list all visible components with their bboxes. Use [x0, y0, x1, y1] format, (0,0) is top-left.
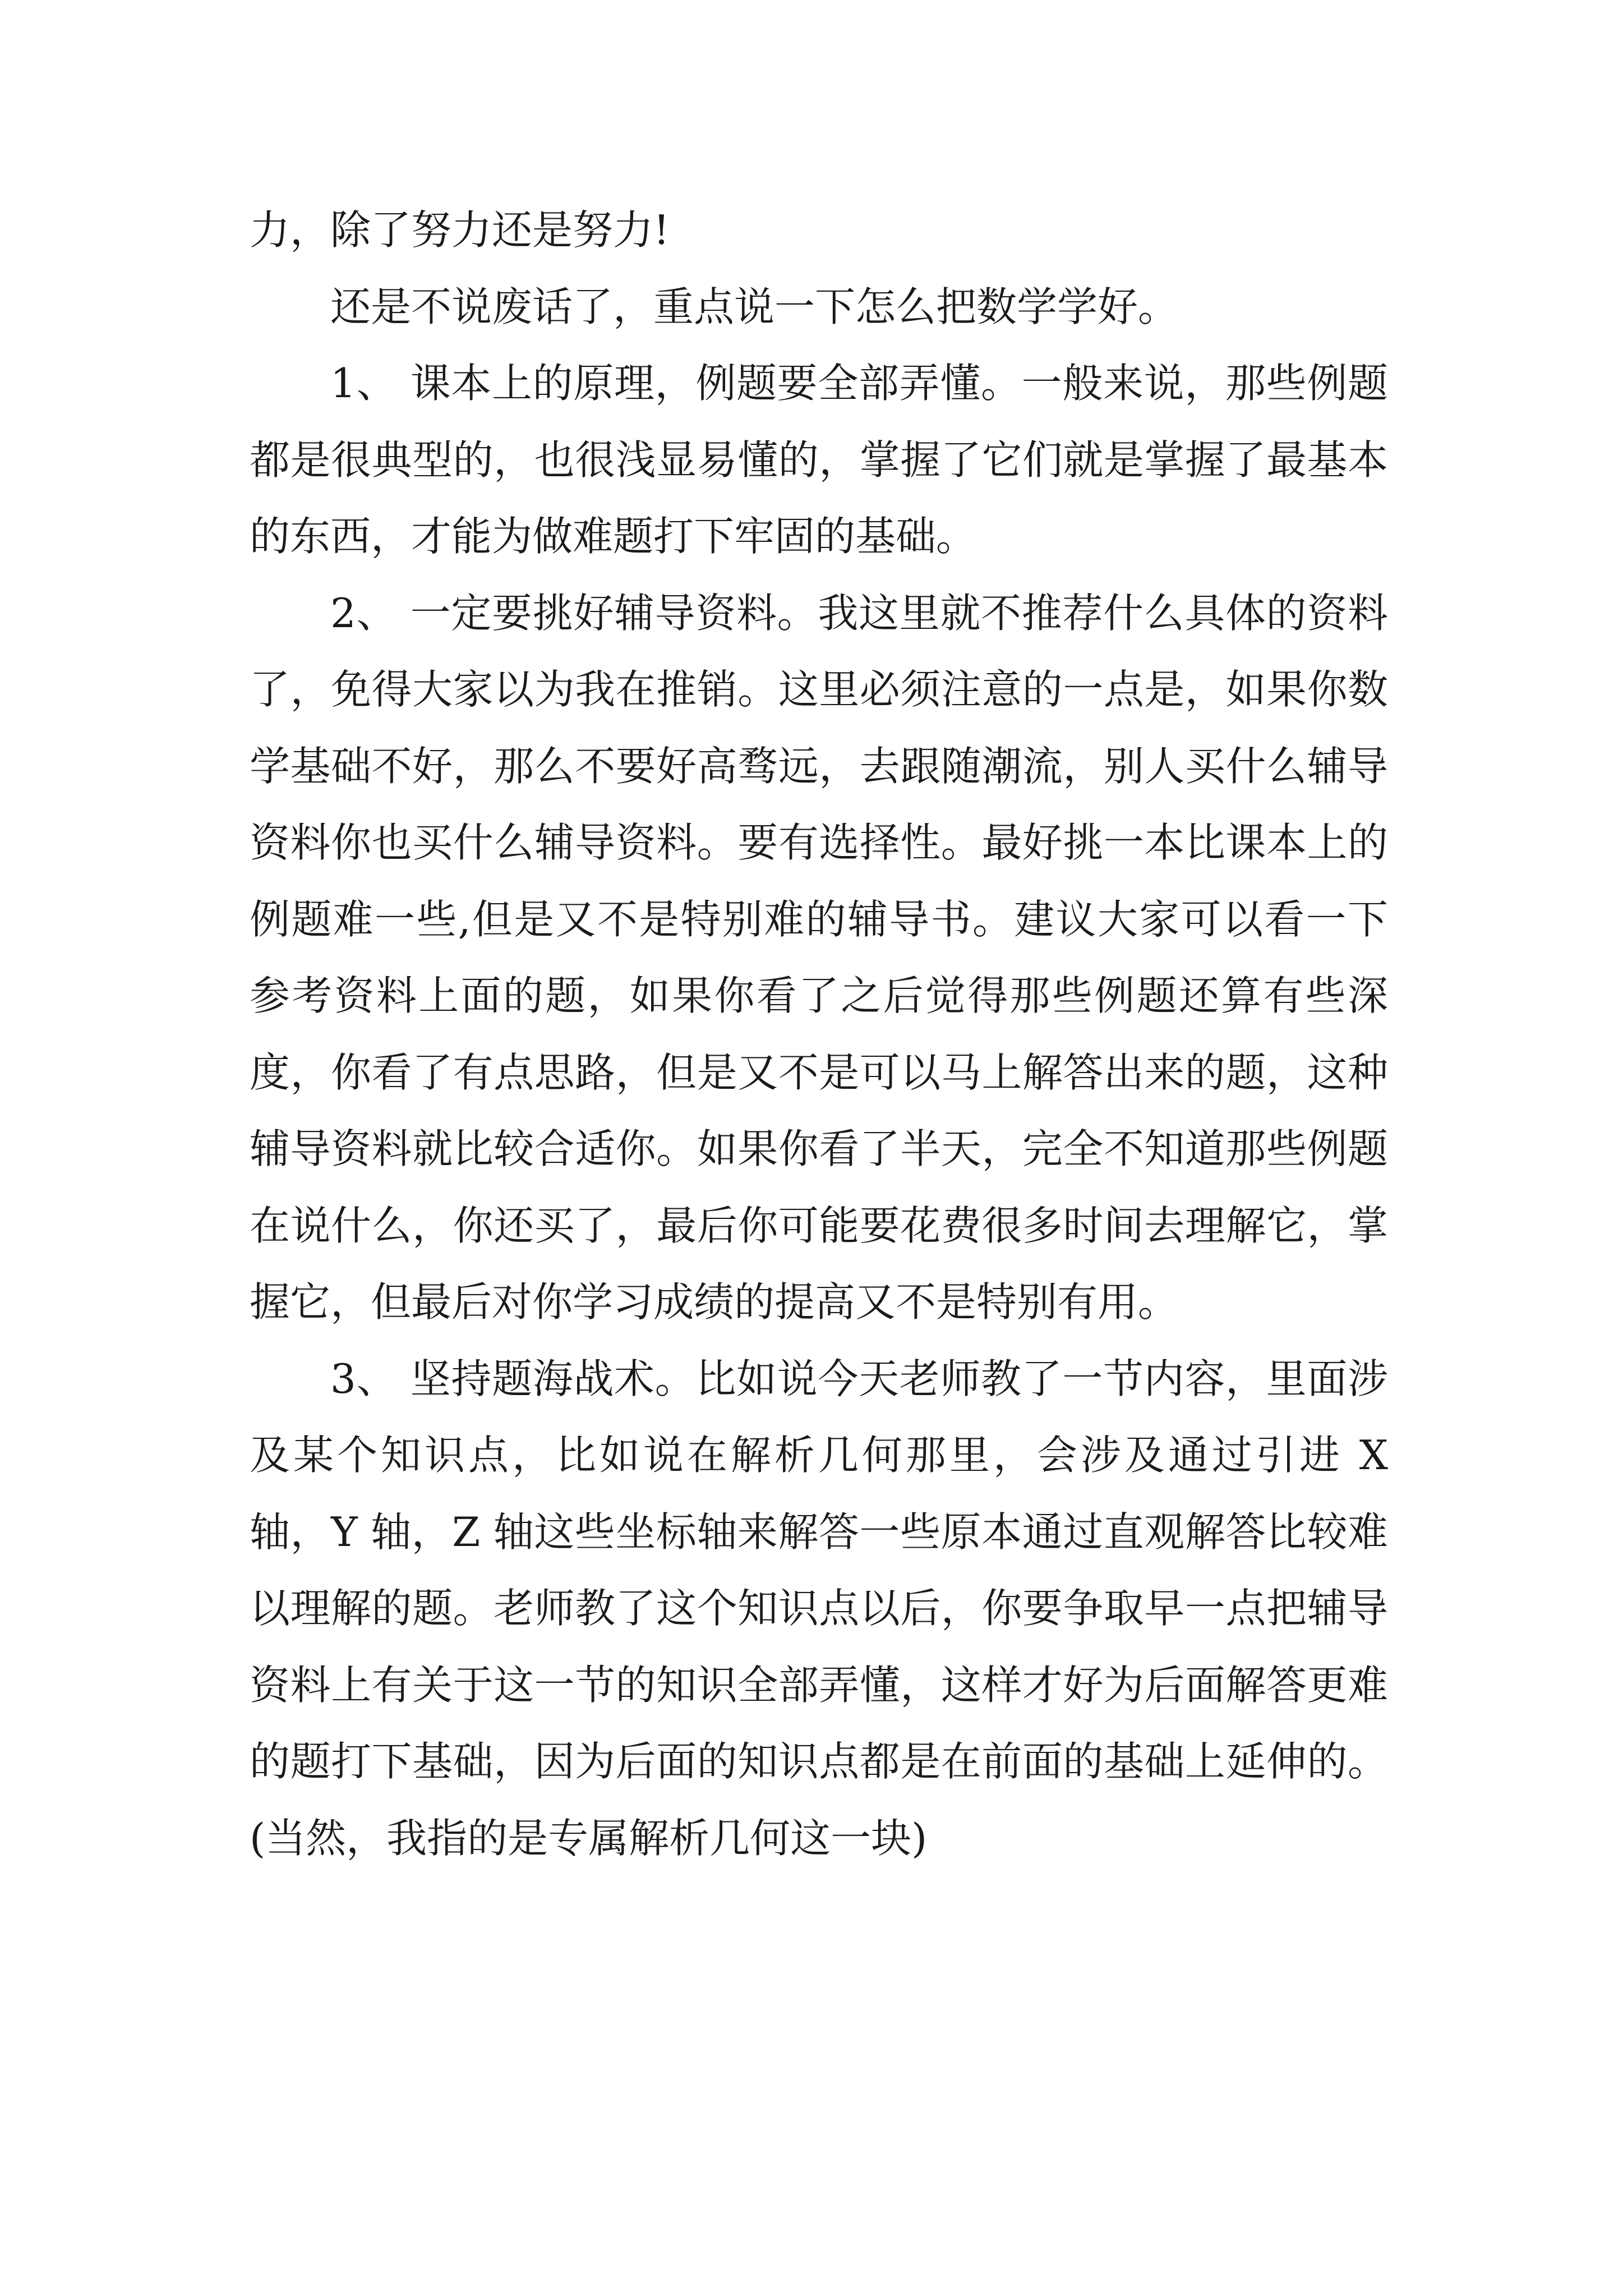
paragraph-point-2: 2、 一定要挑好辅导资料。我这里就不推荐什么具体的资料了，免得大家以为我在推销。这里必须注意的一点是，如果你数学基础不好，那么不要好高骛远，去跟随潮流，别人买什么辅导资料你也买什么辅导资料。要有选择性。最好挑一本比课本上的例题难一些,但是又不是特别难的辅导书。建议大家可以看一下参考资料上面的题，如果你看了之后觉得那些例题还算有些深度，你看了有点思路，但是又不是可以马上解答出来的题，这种辅导资料就比较合适你。如果你看了半天，完全不知道那些例题在说什么，你还买了，最后你可能要花费很多时间去理解它，掌握它，但最后对你学习成绩的提高又不是特别有用。 [250, 589, 1388, 1326]
paragraph-continuation: 力，除了努力还是努力! [250, 206, 670, 254]
paragraph-intro: 还是不说废话了，重点说一下怎么把数学学好。 [330, 283, 1179, 330]
paragraph-point-1: 1、 课本上的原理，例题要全部弄懂。一般来说，那些例题都是很典型的，也很浅显易懂的，掌握了它们就是掌握了最基本的东西，才能为做难题打下牢固的基础。 [250, 360, 1388, 560]
document-body [250, 192, 1388, 1876]
paragraph-point-3: 3、 坚持题海战术。比如说今天老师教了一节内容，里面涉及某个知识点，比如说在解析几何那里，会涉及通过引进 X 轴，Y 轴，Z 轴这些坐标轴来解答一些原本通过直观解答比较难以理解的题。老师教了这个知识点以后，你要争取早一点把辅导资料上有关于这一节的知识全部弄懂，这样才好为后面解答更难的题打下基础，因为后面的知识点都是在前面的基础上延伸的。(当然，我指的是专属解析几何这一块) [250, 1355, 1388, 1862]
